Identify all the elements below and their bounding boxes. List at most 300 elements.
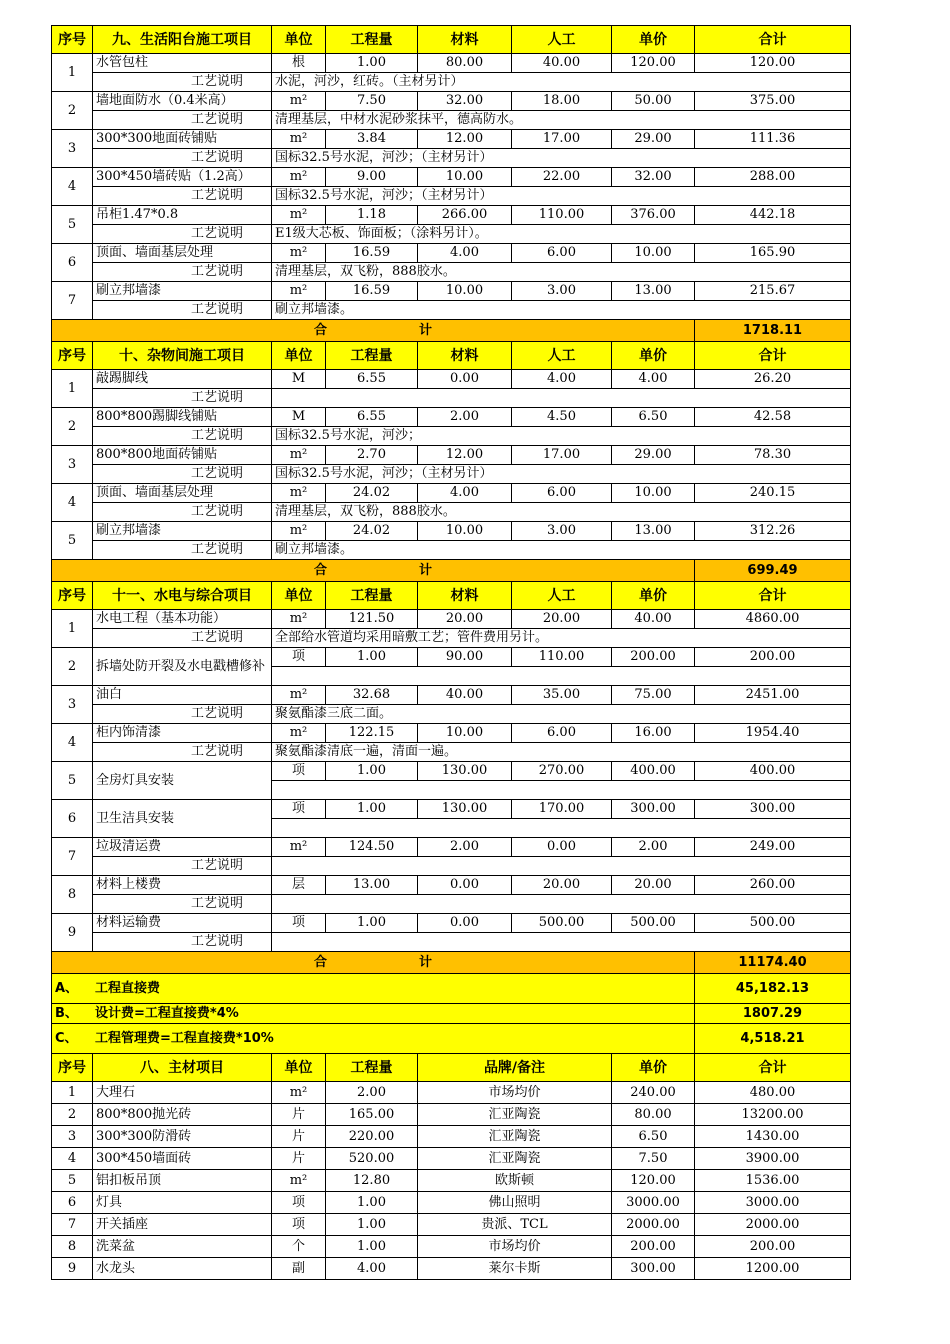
col-header-total: 合计 <box>695 26 851 54</box>
item-row <box>52 838 851 857</box>
item-number: 2 <box>52 648 93 686</box>
item-labor-cost: 6.00 <box>512 244 612 263</box>
fee-label: 设计费=工程直接费*4% <box>95 1005 239 1021</box>
material-unit-price: 80.00 <box>612 1104 695 1126</box>
item-unit-price: 4.00 <box>612 370 695 389</box>
material-unit-price: 2000.00 <box>612 1214 695 1236</box>
process-note: 水泥，河沙，红砖。（主材另计） <box>272 73 851 92</box>
sum-label: 合 <box>313 954 327 970</box>
process-note: 国标32.5号水泥，河沙；（主材另计） <box>272 149 851 168</box>
item-material-cost: 40.00 <box>418 686 512 705</box>
item-unit-price: 10.00 <box>612 244 695 263</box>
material-unit: m² <box>272 1082 326 1104</box>
col-header-qty: 工程量 <box>326 582 418 610</box>
item-labor-cost: 35.00 <box>512 686 612 705</box>
item-number: 3 <box>52 130 93 168</box>
item-unit: m² <box>272 610 326 629</box>
material-quantity: 1.00 <box>326 1192 418 1214</box>
col-header-unit: 单位 <box>272 342 326 370</box>
process-note <box>272 933 851 952</box>
item-unit: M <box>272 408 326 427</box>
item-row <box>52 206 851 225</box>
material-quantity: 2.00 <box>326 1082 418 1104</box>
item-unit-price: 13.00 <box>612 522 695 541</box>
item-unit: m² <box>272 92 326 111</box>
fee-letter: A、 <box>55 980 79 996</box>
item-quantity: 16.59 <box>326 244 418 263</box>
item-unit-price: 376.00 <box>612 206 695 225</box>
sum-label-cell <box>52 952 695 974</box>
item-material-cost: 10.00 <box>418 282 512 301</box>
item-labor-cost: 17.00 <box>512 130 612 149</box>
item-quantity: 121.50 <box>326 610 418 629</box>
item-number: 6 <box>52 244 93 282</box>
process-label: 工艺说明 <box>93 427 272 446</box>
item-number: 6 <box>52 800 93 838</box>
item-labor-cost: 170.00 <box>512 800 612 819</box>
process-label: 工艺说明 <box>93 301 272 320</box>
item-unit-price: 75.00 <box>612 686 695 705</box>
item-total: 500.00 <box>695 914 851 933</box>
item-name: 拆墙处防开裂及水电戳槽修补 <box>93 648 272 686</box>
item-quantity: 1.00 <box>326 648 418 667</box>
item-unit: 层 <box>272 876 326 895</box>
material-total: 1536.00 <box>695 1170 851 1192</box>
item-name: 顶面、墙面基层处理 <box>93 484 272 503</box>
process-note: E1级大芯板、饰面板；（涂料另计）。 <box>272 225 851 244</box>
material-row <box>52 1104 851 1126</box>
section-header-row <box>52 26 851 54</box>
materials-header-row <box>52 1054 851 1082</box>
sum-label-cell <box>52 320 695 342</box>
item-unit-price: 400.00 <box>612 762 695 781</box>
section-title: 十、杂物间施工项目 <box>93 342 272 370</box>
item-labor-cost: 110.00 <box>512 206 612 225</box>
item-row <box>52 914 851 933</box>
item-number: 8 <box>52 876 93 914</box>
item-unit-price: 20.00 <box>612 876 695 895</box>
item-quantity: 32.68 <box>326 686 418 705</box>
material-unit: 个 <box>272 1236 326 1258</box>
section-sum-row <box>52 560 851 582</box>
process-note: 全部给水管道均采用暗敷工艺；管件费用另计。 <box>272 629 851 648</box>
item-quantity: 1.00 <box>326 914 418 933</box>
item-name: 敲踢脚线 <box>93 370 272 389</box>
item-unit: 项 <box>272 800 326 819</box>
item-unit: m² <box>272 168 326 187</box>
material-brand: 市场均价 <box>418 1236 612 1258</box>
item-number: 1 <box>52 54 93 92</box>
item-number: 5 <box>52 762 93 800</box>
process-note-row <box>52 895 851 914</box>
material-unit: 副 <box>272 1258 326 1280</box>
sum-label-cell <box>52 560 695 582</box>
item-total: 26.20 <box>695 370 851 389</box>
item-total: 215.67 <box>695 282 851 301</box>
material-name: 灯具 <box>93 1192 272 1214</box>
fee-label: 工程直接费 <box>95 980 161 996</box>
item-total: 42.58 <box>695 408 851 427</box>
fee-amount: 45,182.13 <box>695 974 851 1004</box>
item-number: 7 <box>52 282 93 320</box>
process-note-row <box>52 629 851 648</box>
material-name: 开关插座 <box>93 1214 272 1236</box>
item-total: 288.00 <box>695 168 851 187</box>
material-brand: 汇亚陶瓷 <box>418 1148 612 1170</box>
item-labor-cost: 110.00 <box>512 648 612 667</box>
item-unit-price: 32.00 <box>612 168 695 187</box>
section-sum-row <box>52 952 851 974</box>
materials-title: 八、主材项目 <box>93 1054 272 1082</box>
process-note-row <box>52 149 851 168</box>
item-number: 9 <box>52 914 93 952</box>
item-unit-price: 13.00 <box>612 282 695 301</box>
material-unit: 项 <box>272 1214 326 1236</box>
material-brand: 莱尔卡斯 <box>418 1258 612 1280</box>
col-header-price: 单价 <box>612 1054 695 1082</box>
process-note-row <box>52 111 851 130</box>
item-name: 垃圾清运费 <box>93 838 272 857</box>
item-unit-price: 6.50 <box>612 408 695 427</box>
item-material-cost: 10.00 <box>418 724 512 743</box>
item-name: 材料上楼费 <box>93 876 272 895</box>
material-brand: 欧斯顿 <box>418 1170 612 1192</box>
process-label: 工艺说明 <box>93 933 272 952</box>
item-material-cost: 0.00 <box>418 876 512 895</box>
item-labor-cost: 18.00 <box>512 92 612 111</box>
item-labor-cost: 3.00 <box>512 282 612 301</box>
material-row <box>52 1192 851 1214</box>
material-total: 13200.00 <box>695 1104 851 1126</box>
item-row <box>52 282 851 301</box>
item-unit: M <box>272 370 326 389</box>
process-note: 清理基层，双飞粉，888胶水。 <box>272 263 851 282</box>
item-name: 卫生洁具安装 <box>93 800 272 838</box>
fee-row <box>52 1024 851 1054</box>
item-number: 4 <box>52 724 93 762</box>
material-number: 7 <box>52 1214 93 1236</box>
item-total: 375.00 <box>695 92 851 111</box>
process-note-row <box>52 857 851 876</box>
material-unit: 项 <box>272 1192 326 1214</box>
section-sum: 1718.11 <box>695 320 851 342</box>
item-material-cost: 10.00 <box>418 168 512 187</box>
material-unit: m² <box>272 1170 326 1192</box>
material-unit: 片 <box>272 1126 326 1148</box>
item-unit: 根 <box>272 54 326 73</box>
item-total: 120.00 <box>695 54 851 73</box>
process-note-row <box>52 465 851 484</box>
item-quantity: 3.84 <box>326 130 418 149</box>
process-note <box>272 389 851 408</box>
material-row <box>52 1170 851 1192</box>
col-header-no: 序号 <box>52 582 93 610</box>
item-row <box>52 522 851 541</box>
material-brand: 贵派、TCL <box>418 1214 612 1236</box>
item-unit: m² <box>272 130 326 149</box>
col-header-labor: 人工 <box>512 26 612 54</box>
item-quantity: 122.15 <box>326 724 418 743</box>
item-total: 400.00 <box>695 762 851 781</box>
item-unit: m² <box>272 522 326 541</box>
material-unit-price: 7.50 <box>612 1148 695 1170</box>
item-name: 材料运输费 <box>93 914 272 933</box>
material-name: 300*450墙面砖 <box>93 1148 272 1170</box>
item-labor-cost: 20.00 <box>512 876 612 895</box>
item-labor-cost: 22.00 <box>512 168 612 187</box>
material-quantity: 520.00 <box>326 1148 418 1170</box>
item-number: 3 <box>52 686 93 724</box>
material-name: 洗菜盆 <box>93 1236 272 1258</box>
quotation-table <box>51 25 851 1280</box>
item-unit-price: 500.00 <box>612 914 695 933</box>
process-label: 工艺说明 <box>93 111 272 130</box>
item-number: 5 <box>52 206 93 244</box>
material-unit: 片 <box>272 1104 326 1126</box>
material-row <box>52 1126 851 1148</box>
item-total: 165.90 <box>695 244 851 263</box>
item-quantity: 7.50 <box>326 92 418 111</box>
item-name: 墙地面防水（0.4米高） <box>93 92 272 111</box>
process-note <box>272 857 851 876</box>
material-number: 2 <box>52 1104 93 1126</box>
material-quantity: 4.00 <box>326 1258 418 1280</box>
process-note-row <box>52 541 851 560</box>
col-header-material: 材料 <box>418 342 512 370</box>
process-note-row <box>52 389 851 408</box>
item-labor-cost: 4.00 <box>512 370 612 389</box>
item-total: 1954.40 <box>695 724 851 743</box>
material-brand: 汇亚陶瓷 <box>418 1126 612 1148</box>
process-note: 清理基层，中材水泥砂浆抹平，德高防水。 <box>272 111 851 130</box>
item-quantity: 1.18 <box>326 206 418 225</box>
process-note-row <box>52 427 851 446</box>
material-unit-price: 200.00 <box>612 1236 695 1258</box>
col-header-price: 单价 <box>612 26 695 54</box>
item-name: 刷立邦墙漆 <box>93 282 272 301</box>
item-row <box>52 876 851 895</box>
process-note-row <box>52 503 851 522</box>
process-note <box>272 781 851 800</box>
item-row <box>52 54 851 73</box>
item-quantity: 1.00 <box>326 800 418 819</box>
item-row <box>52 648 851 667</box>
item-unit-price: 10.00 <box>612 484 695 503</box>
process-label: 工艺说明 <box>93 149 272 168</box>
section-sum: 699.49 <box>695 560 851 582</box>
process-label: 工艺说明 <box>93 503 272 522</box>
material-name: 铝扣板吊顶 <box>93 1170 272 1192</box>
material-row <box>52 1148 851 1170</box>
item-row <box>52 92 851 111</box>
fee-amount: 4,518.21 <box>695 1024 851 1054</box>
material-unit-price: 3000.00 <box>612 1192 695 1214</box>
item-unit-price: 16.00 <box>612 724 695 743</box>
quotation-sheet <box>51 25 850 1280</box>
item-material-cost: 0.00 <box>418 370 512 389</box>
col-header-no: 序号 <box>52 1054 93 1082</box>
process-note: 聚氨酯漆清底一遍，清面一遍。 <box>272 743 851 762</box>
process-label: 工艺说明 <box>93 629 272 648</box>
item-unit: m² <box>272 484 326 503</box>
material-number: 8 <box>52 1236 93 1258</box>
section-sum-row <box>52 320 851 342</box>
process-label: 工艺说明 <box>93 263 272 282</box>
process-note: 刷立邦墙漆。 <box>272 541 851 560</box>
material-number: 4 <box>52 1148 93 1170</box>
item-material-cost: 0.00 <box>418 914 512 933</box>
item-unit: 项 <box>272 914 326 933</box>
item-labor-cost: 270.00 <box>512 762 612 781</box>
process-note-row <box>52 301 851 320</box>
sum-label: 计 <box>419 322 433 338</box>
item-labor-cost: 40.00 <box>512 54 612 73</box>
process-note-row <box>52 187 851 206</box>
item-name: 水电工程（基本功能） <box>93 610 272 629</box>
col-header-brand: 品牌/备注 <box>418 1054 612 1082</box>
item-quantity: 124.50 <box>326 838 418 857</box>
item-material-cost: 266.00 <box>418 206 512 225</box>
material-quantity: 1.00 <box>326 1236 418 1258</box>
item-name: 800*800地面砖铺贴 <box>93 446 272 465</box>
item-material-cost: 90.00 <box>418 648 512 667</box>
material-quantity: 1.00 <box>326 1214 418 1236</box>
col-header-total: 合计 <box>695 1054 851 1082</box>
item-row <box>52 800 851 819</box>
item-number: 5 <box>52 522 93 560</box>
material-total: 1200.00 <box>695 1258 851 1280</box>
fee-amount: 1807.29 <box>695 1004 851 1024</box>
col-header-labor: 人工 <box>512 342 612 370</box>
fee-row <box>52 1004 851 1024</box>
col-header-material: 材料 <box>418 26 512 54</box>
item-total: 240.15 <box>695 484 851 503</box>
item-material-cost: 80.00 <box>418 54 512 73</box>
col-header-total: 合计 <box>695 582 851 610</box>
process-label: 工艺说明 <box>93 705 272 724</box>
item-quantity: 2.70 <box>326 446 418 465</box>
section-header-row <box>52 342 851 370</box>
material-quantity: 165.00 <box>326 1104 418 1126</box>
item-unit-price: 50.00 <box>612 92 695 111</box>
material-name: 大理石 <box>93 1082 272 1104</box>
item-unit: 项 <box>272 762 326 781</box>
material-total: 480.00 <box>695 1082 851 1104</box>
process-note-row <box>52 263 851 282</box>
fee-row <box>52 974 851 1004</box>
item-total: 249.00 <box>695 838 851 857</box>
item-quantity: 24.02 <box>326 484 418 503</box>
item-name: 300*300地面砖铺贴 <box>93 130 272 149</box>
process-note-row <box>52 705 851 724</box>
material-row <box>52 1214 851 1236</box>
item-material-cost: 32.00 <box>418 92 512 111</box>
item-total: 4860.00 <box>695 610 851 629</box>
item-unit-price: 40.00 <box>612 610 695 629</box>
item-material-cost: 130.00 <box>418 762 512 781</box>
process-label: 工艺说明 <box>93 743 272 762</box>
col-header-labor: 人工 <box>512 582 612 610</box>
section-title: 十一、水电与综合项目 <box>93 582 272 610</box>
item-material-cost: 130.00 <box>418 800 512 819</box>
item-row <box>52 168 851 187</box>
item-labor-cost: 4.50 <box>512 408 612 427</box>
item-quantity: 9.00 <box>326 168 418 187</box>
item-row <box>52 446 851 465</box>
process-note: 国标32.5号水泥，河沙；（主材另计） <box>272 465 851 484</box>
col-header-unit: 单位 <box>272 1054 326 1082</box>
col-header-total: 合计 <box>695 342 851 370</box>
material-total: 3900.00 <box>695 1148 851 1170</box>
item-number: 3 <box>52 446 93 484</box>
item-unit-price: 200.00 <box>612 648 695 667</box>
item-number: 4 <box>52 484 93 522</box>
process-note <box>272 819 851 838</box>
material-quantity: 220.00 <box>326 1126 418 1148</box>
material-brand: 汇亚陶瓷 <box>418 1104 612 1126</box>
material-number: 3 <box>52 1126 93 1148</box>
item-number: 2 <box>52 408 93 446</box>
col-header-material: 材料 <box>418 582 512 610</box>
material-total: 2000.00 <box>695 1214 851 1236</box>
process-label: 工艺说明 <box>93 187 272 206</box>
item-unit: m² <box>272 282 326 301</box>
item-row <box>52 610 851 629</box>
sum-label: 合 <box>313 562 327 578</box>
item-row <box>52 484 851 503</box>
section-title: 九、生活阳台施工项目 <box>93 26 272 54</box>
item-unit: m² <box>272 244 326 263</box>
item-unit: m² <box>272 686 326 705</box>
process-label: 工艺说明 <box>93 73 272 92</box>
item-row <box>52 130 851 149</box>
item-row <box>52 724 851 743</box>
col-header-price: 单价 <box>612 342 695 370</box>
col-header-unit: 单位 <box>272 582 326 610</box>
item-quantity: 6.55 <box>326 408 418 427</box>
material-name: 800*800抛光砖 <box>93 1104 272 1126</box>
material-unit-price: 300.00 <box>612 1258 695 1280</box>
fee-letter: B、 <box>55 1005 78 1021</box>
process-note-row <box>52 73 851 92</box>
material-row <box>52 1236 851 1258</box>
item-labor-cost: 0.00 <box>512 838 612 857</box>
item-labor-cost: 17.00 <box>512 446 612 465</box>
process-note: 国标32.5号水泥，河沙； <box>272 427 851 446</box>
item-material-cost: 2.00 <box>418 838 512 857</box>
item-total: 260.00 <box>695 876 851 895</box>
material-total: 200.00 <box>695 1236 851 1258</box>
col-header-qty: 工程量 <box>326 1054 418 1082</box>
sum-label: 计 <box>419 954 433 970</box>
item-quantity: 1.00 <box>326 762 418 781</box>
item-unit: m² <box>272 724 326 743</box>
material-brand: 市场均价 <box>418 1082 612 1104</box>
item-row <box>52 408 851 427</box>
material-name: 水龙头 <box>93 1258 272 1280</box>
item-row <box>52 244 851 263</box>
item-total: 111.36 <box>695 130 851 149</box>
col-header-no: 序号 <box>52 342 93 370</box>
item-labor-cost: 20.00 <box>512 610 612 629</box>
process-note-row <box>52 225 851 244</box>
process-note <box>272 667 851 686</box>
process-label: 工艺说明 <box>93 541 272 560</box>
item-total: 2451.00 <box>695 686 851 705</box>
item-material-cost: 20.00 <box>418 610 512 629</box>
item-row <box>52 762 851 781</box>
process-note: 国标32.5号水泥，河沙；（主材另计） <box>272 187 851 206</box>
